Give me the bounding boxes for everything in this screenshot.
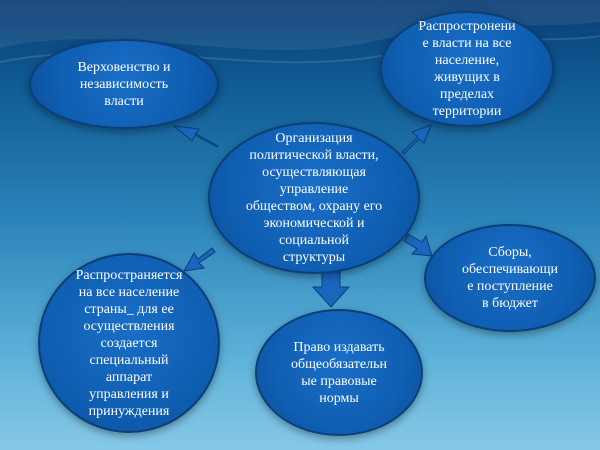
node-territory bbox=[380, 11, 554, 127]
node-law bbox=[255, 309, 423, 436]
center-node bbox=[208, 122, 420, 274]
arrow-top-left bbox=[174, 126, 218, 147]
arrow-right bbox=[404, 234, 432, 256]
node-supremacy-text: Верховенство и независимость власти bbox=[77, 59, 171, 109]
node-apparatus bbox=[38, 253, 220, 433]
node-budget-text: Сборы, обеспечивающи е поступление в бюджет bbox=[462, 245, 558, 311]
node-law-text: Право издавать общеобязательн ые правовые нормы bbox=[291, 339, 387, 406]
node-territory-text: Распростронени е власти на все население, живущих в пределах территории bbox=[418, 19, 516, 119]
arrow-bottom-left bbox=[184, 248, 215, 271]
arrow-top-right bbox=[402, 125, 431, 154]
node-budget bbox=[424, 224, 596, 332]
center-node-text: Организация политической власти, осуществляющая управление обществом, охрану его экономической и социальной структуры bbox=[245, 131, 383, 265]
arrow-bottom bbox=[313, 272, 349, 307]
node-supremacy bbox=[29, 39, 219, 129]
node-apparatus-text: Распространяется на все население страны_ для ее осуществления создается специальный аппарат управления и принуждения bbox=[75, 267, 183, 419]
